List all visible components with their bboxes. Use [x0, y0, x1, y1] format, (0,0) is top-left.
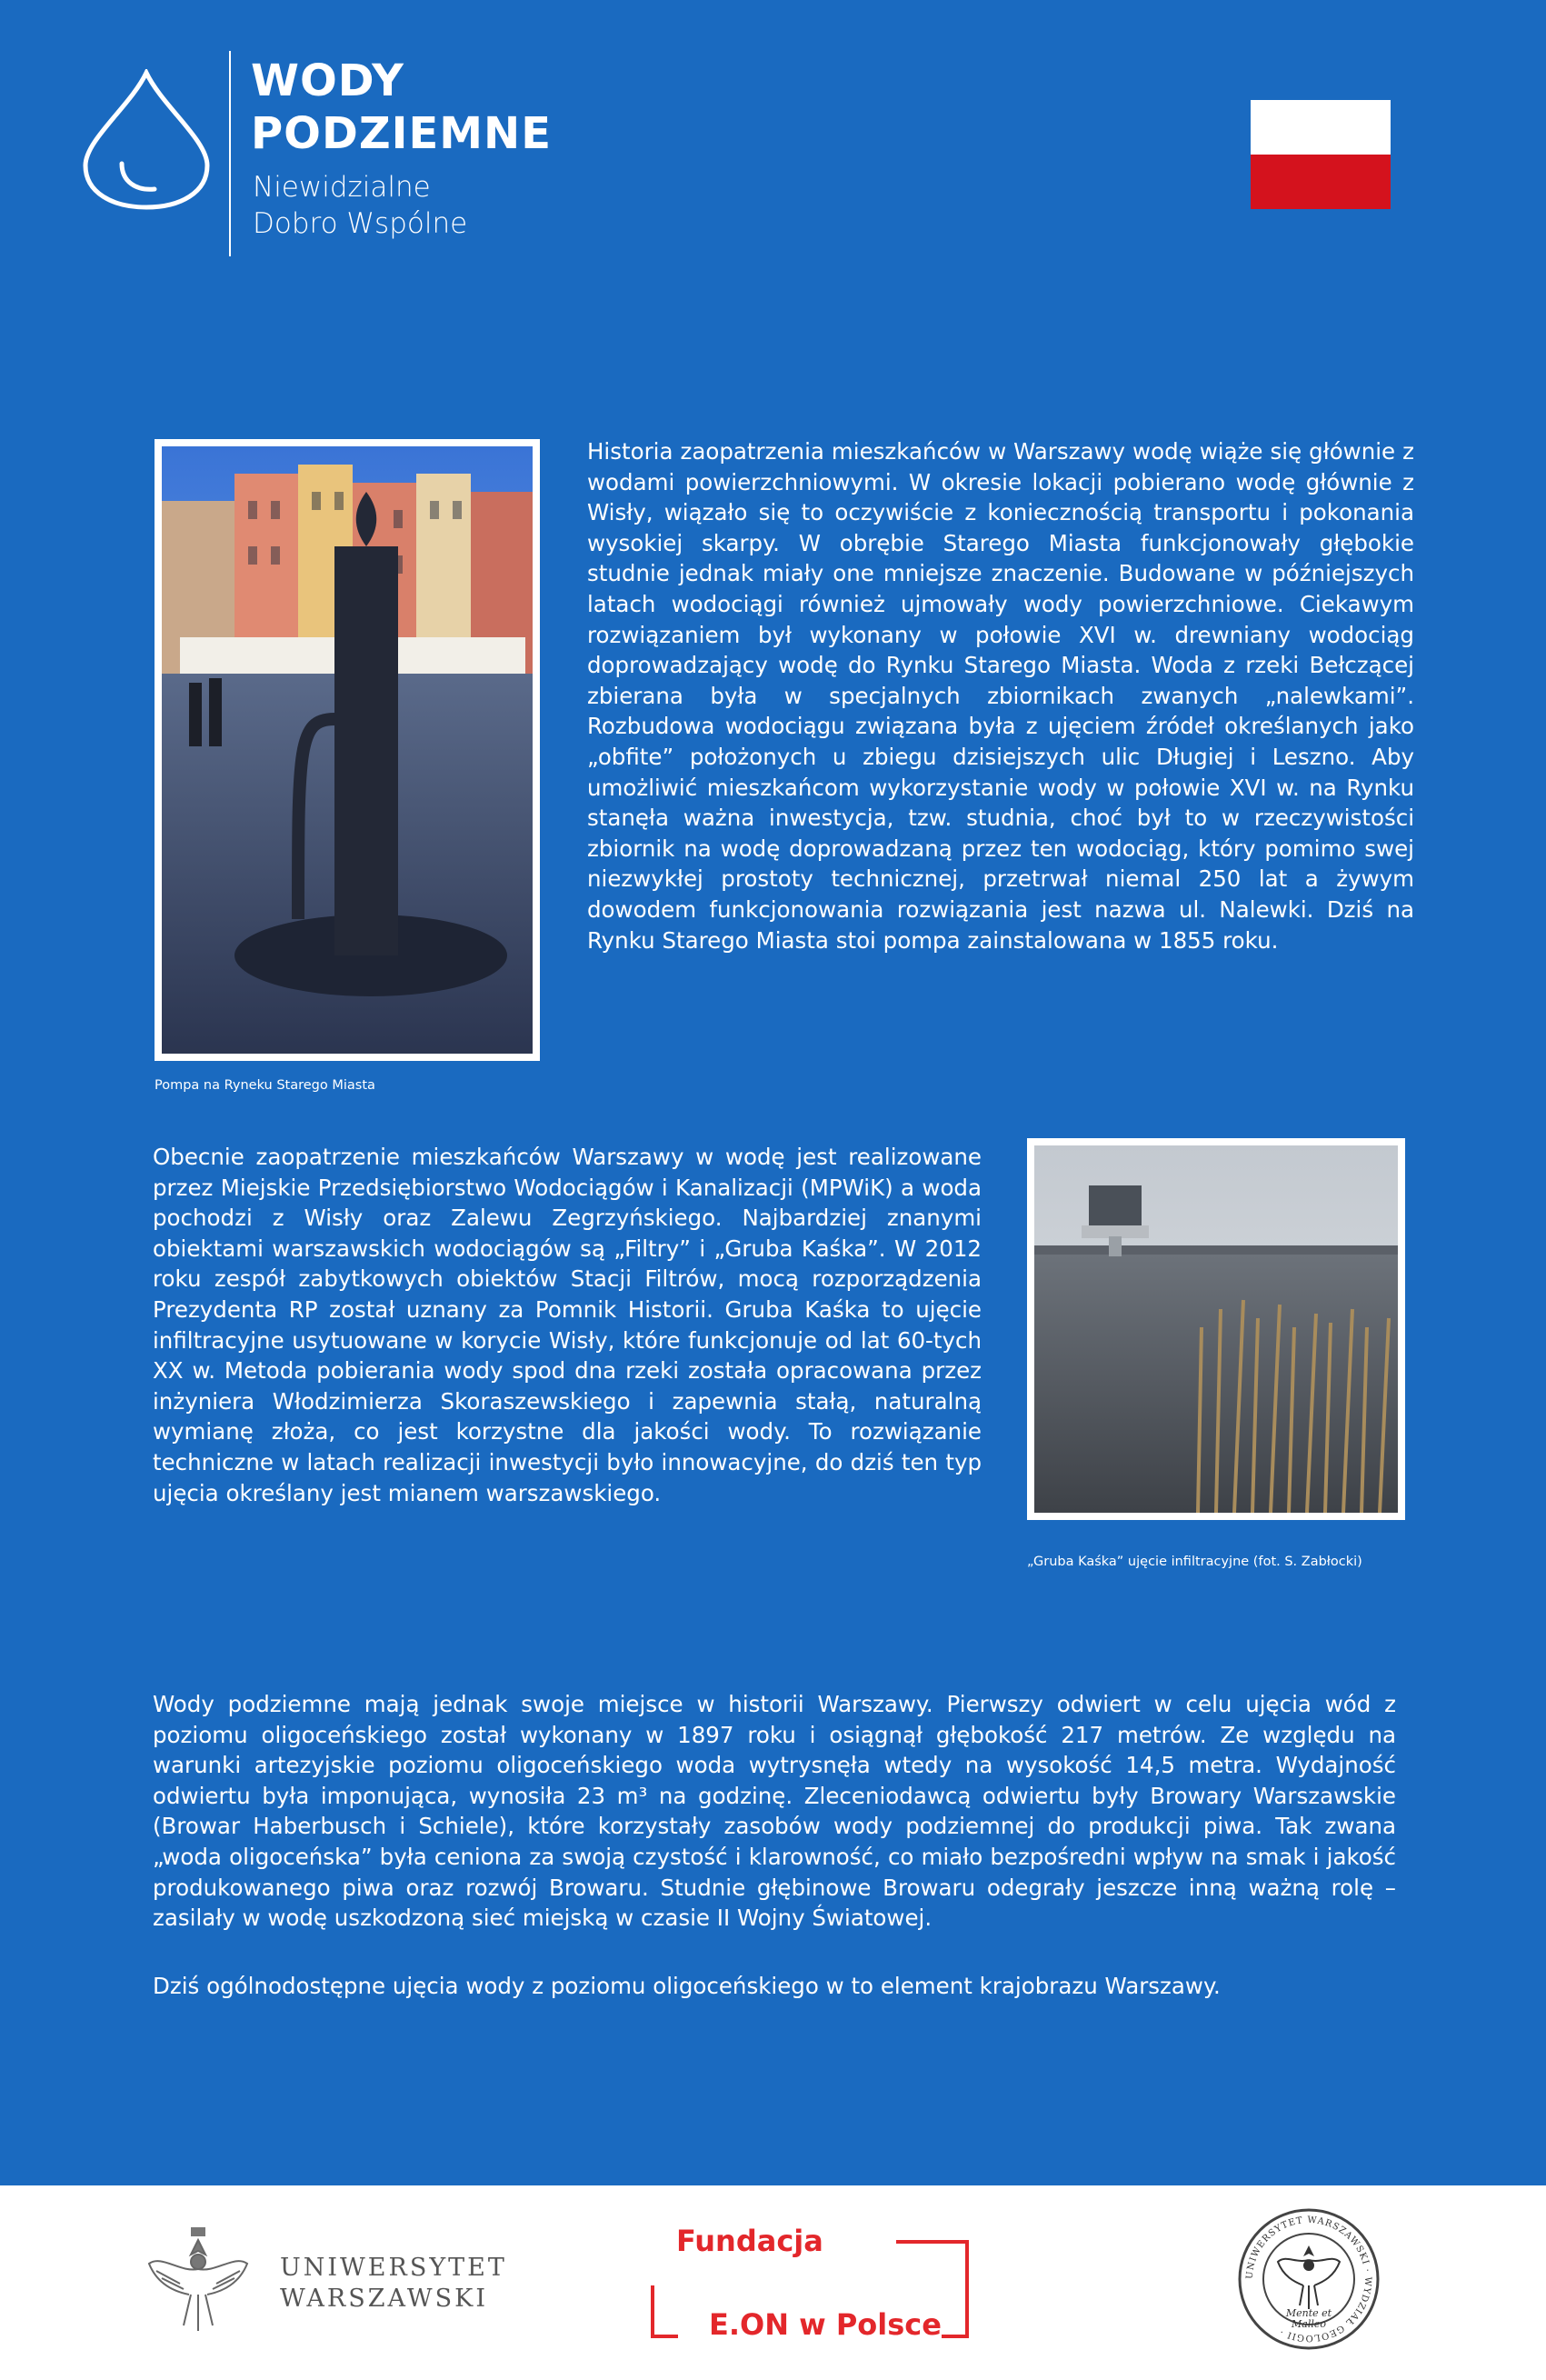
page-subtitle: Niewidzialne Dobro Wspólne: [253, 171, 468, 240]
pump-photo: [155, 439, 540, 1061]
header-divider: [229, 51, 231, 256]
water-drop-icon: [80, 69, 213, 211]
pump-photo-caption: Pompa na Ryneku Starego Miasta: [155, 1078, 375, 1093]
eon-logo-line2: E.ON w Polsce: [709, 2307, 942, 2342]
geology-faculty-seal: [1238, 2204, 1380, 2355]
section3-text: Wody podziemne mają jednak swoje miejsce w historii Warszawy. Pierwszy odwiert w celu ujęcia wód z poziomu oligoceńskiego został wykonany w 1897 roku i osiągnął głębokość 217 metrów. Ze względu na warunki artezyjskie poziomu oligoceńskiego woda wytrysnęła wtedy na wysokość 14,5 metra. Wydajność odwiertu była imponująca, wynosiła 23 m³ na godzinę. Zleceniodawcą odwiertu były Browary Warszawskie (Browar Haberbusch i Schiele), które korzystały zasobów wody podziemnej do produkcji piwa. Tak zwana „woda oligoceńska” była ceniona za swoją czystość i klarowność, co miało bezpośredni wpływ na smak i jakość produkowanego piwa oraz rozwój Browaru. Studnie głębinowe Browaru odegrały jeszcze inną ważną rolę – zasilały w wodę uszkodzoną sieć miejską w czasie II Wojny Światowej.: [153, 1691, 1396, 1932]
section1-text: Historia zaopatrzenia mieszkańców w Warszawy wodę wiąże się głównie z wodami powierzchniowymi. W okresie lokacji pobierano wodę głównie z Wisły, wiązało się to oczywiście z koniecznością transportu i pokonania wysokiej skarpy. W obrębie Starego Miasta funkcjonowały głębokie studnie jednak miały one mniejsze znaczenie. Budowane w późniejszych latach wodociągi również ujmowały wody powierzchniowe. Ciekawym rozwiązaniem był wykonany w połowie XVI w. drewniany wodociąg doprowadzający wodę do Rynku Starego Miasta. Woda z rzeki Bełczącej zbierana była w specjalnych zbiornikach zwanych „nalewkami”. Rozbudowa wodociągu związana była z ujęciem źródeł określanych jako „obfite” położonych u zbiegu dzisiejszych ulic Długiej i Leszno. Aby umożliwić mieszkańcom wykorzystanie wody w połowie XVI w. na Rynku stanęła ważna inwestycja, tzw. studnia, choć był to w rzeczywistości zbiornik na wodę doprowadzaną przez ten wodociąg, który pomimo swej niezwykłej prostoty technicznej, przetrwał niemal 250 lat a żywym dowodem funkcjonowania rozwiązania jest nazwa ul. Nalewki. Dziś na Rynku Starego Miasta stoi pompa zainstalowana w 1855 roku.: [587, 438, 1414, 954]
uw-logo-text: UNIWERSYTET WARSZAWSKI: [280, 2254, 507, 2313]
svg-text:Malleo: Malleo: [1292, 2318, 1326, 2330]
section3-last-line: Dziś ogólnodostępne ujęcia wody z poziomu oligoceńskiego w to element krajobrazu Warszawy.: [153, 1973, 1221, 1999]
section2-text: Obecnie zaopatrzenie mieszkańców Warszawy w wodę jest realizowane przez Miejskie Przedsiębiorstwo Wodociągów i Kanalizacji (MPWiK) a woda pochodzi z Wisły oraz Zalewu Zegrzyńskiego. Najbardziej znanymi obiektami warszawskich wodociągów są „Filtry” i „Gruba Kaśka”. W 2012 roku zespół zabytkowych obiektów Stacji Filtrów, mocą rozporządzenia Prezydenta RP został uznany za Pomnik Historii. Gruba Kaśka to ujęcie infiltracyjne usytuowane w korycie Wisły, które funkcjonuje od lat 60-tych XX w. Metoda pobierania wody spod dna rzeki została opracowana przez inżyniera Włodzimierza Skoraszewskiego i zapewnia stałą, naturalną wymianę złoża, co jest korzystne dla jakości wody. To rozwiązanie techniczne w latach realizacji inwestycji było innowacyjne, do dziś ten typ ujęcia określany jest mianem warszawskiego.: [153, 1144, 982, 1506]
eon-logo-line1: Fundacja: [676, 2224, 823, 2258]
polish-flag: [1251, 100, 1391, 209]
svg-text:UNIWERSYTET WARSZAWSKI · WYDZI: UNIWERSYTET WARSZAWSKI · WYDZIAŁ GEOLOGII ·: [1244, 2215, 1373, 2344]
gruba-kaska-photo: [1027, 1138, 1405, 1520]
gruba-kaska-caption: „Gruba Kaśka” ujęcie infiltracyjne (fot. S. Zabłocki): [1027, 1555, 1362, 1569]
page-title: WODY PODZIEMNE: [251, 55, 553, 159]
svg-text:Mente et: Mente et: [1285, 2307, 1332, 2319]
uw-eagle-logo: [144, 2218, 253, 2340]
